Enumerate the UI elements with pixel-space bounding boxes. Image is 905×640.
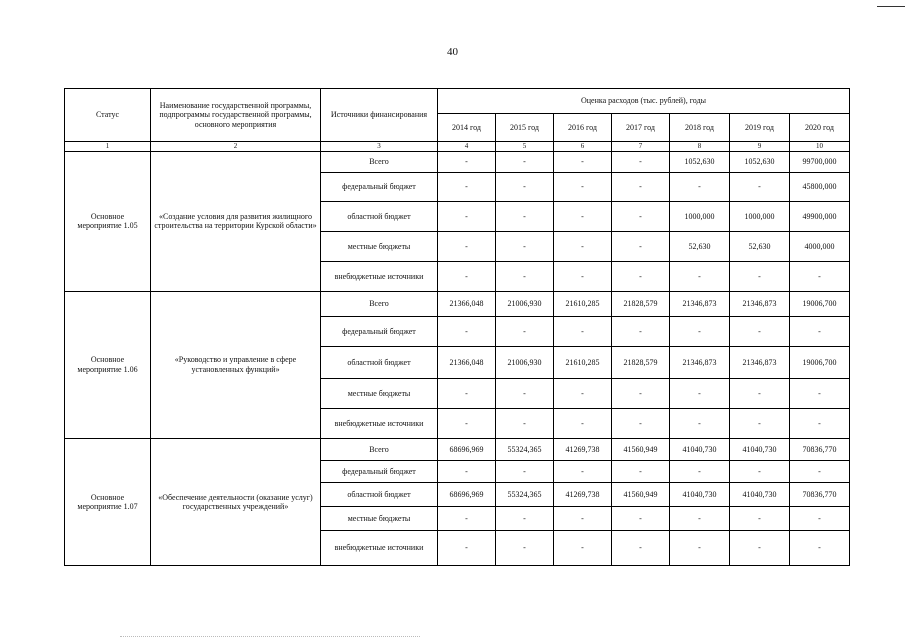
value-cell: 70836,770 bbox=[790, 482, 850, 507]
value-cell: - bbox=[554, 507, 612, 531]
funding-source: Всего bbox=[321, 152, 438, 173]
value-cell: 4000,000 bbox=[790, 232, 850, 262]
value-cell: 41040,730 bbox=[670, 482, 730, 507]
column-number: 2 bbox=[151, 142, 321, 152]
value-cell: - bbox=[438, 152, 496, 173]
table-row bbox=[65, 291, 850, 317]
value-cell: - bbox=[790, 461, 850, 483]
table-body bbox=[65, 152, 850, 566]
value-cell: - bbox=[554, 378, 612, 408]
value-cell: - bbox=[438, 172, 496, 202]
value-cell: - bbox=[496, 507, 554, 531]
value-cell: - bbox=[730, 172, 790, 202]
scan-artifact bbox=[120, 636, 420, 638]
value-cell: - bbox=[612, 172, 670, 202]
value-cell: - bbox=[730, 408, 790, 438]
value-cell: - bbox=[612, 317, 670, 347]
table-header bbox=[65, 89, 850, 152]
value-cell: - bbox=[730, 507, 790, 531]
value-cell: - bbox=[496, 202, 554, 232]
group-name: «Создание условия для развития жилищного строительства на территории Курской области» bbox=[151, 152, 321, 292]
funding-source: федеральный бюджет bbox=[321, 461, 438, 483]
column-number: 6 bbox=[554, 142, 612, 152]
value-cell: 21346,873 bbox=[670, 291, 730, 317]
value-cell: - bbox=[554, 261, 612, 291]
column-number: 9 bbox=[730, 142, 790, 152]
header-year: 2017 год bbox=[612, 114, 670, 142]
value-cell: - bbox=[730, 317, 790, 347]
value-cell: - bbox=[438, 261, 496, 291]
header-year: 2020 год bbox=[790, 114, 850, 142]
value-cell: - bbox=[496, 378, 554, 408]
value-cell: - bbox=[554, 530, 612, 565]
column-number: 5 bbox=[496, 142, 554, 152]
value-cell: 21346,873 bbox=[730, 291, 790, 317]
value-cell: - bbox=[612, 261, 670, 291]
table-row bbox=[65, 152, 850, 173]
value-cell: - bbox=[496, 530, 554, 565]
funding-source: областной бюджет bbox=[321, 347, 438, 379]
value-cell: 21828,579 bbox=[612, 347, 670, 379]
funding-source: федеральный бюджет bbox=[321, 317, 438, 347]
value-cell: - bbox=[438, 202, 496, 232]
value-cell: 55324,365 bbox=[496, 482, 554, 507]
value-cell: - bbox=[496, 408, 554, 438]
funding-source: внебюджетные источники bbox=[321, 530, 438, 565]
corner-mark bbox=[877, 6, 905, 7]
column-number-row bbox=[65, 142, 850, 152]
value-cell: - bbox=[670, 317, 730, 347]
value-cell: 52,630 bbox=[730, 232, 790, 262]
value-cell: 19006,700 bbox=[790, 347, 850, 379]
value-cell: - bbox=[730, 530, 790, 565]
value-cell: - bbox=[612, 232, 670, 262]
value-cell: 21366,048 bbox=[438, 291, 496, 317]
funding-source: Всего bbox=[321, 291, 438, 317]
value-cell: 52,630 bbox=[670, 232, 730, 262]
value-cell: - bbox=[438, 461, 496, 483]
value-cell: - bbox=[670, 408, 730, 438]
funding-source: местные бюджеты bbox=[321, 378, 438, 408]
value-cell: - bbox=[612, 202, 670, 232]
funding-source: местные бюджеты bbox=[321, 507, 438, 531]
value-cell: 45800,000 bbox=[790, 172, 850, 202]
value-cell: - bbox=[612, 507, 670, 531]
value-cell: 21610,285 bbox=[554, 347, 612, 379]
value-cell: - bbox=[790, 378, 850, 408]
value-cell: 1052,630 bbox=[730, 152, 790, 173]
header-estimate: Оценка расходов (тыс. рублей), годы bbox=[438, 89, 850, 114]
column-number: 8 bbox=[670, 142, 730, 152]
value-cell: 21346,873 bbox=[730, 347, 790, 379]
value-cell: - bbox=[612, 408, 670, 438]
header-year: 2016 год bbox=[554, 114, 612, 142]
value-cell: - bbox=[670, 507, 730, 531]
funding-source: внебюджетные источники bbox=[321, 408, 438, 438]
value-cell: - bbox=[790, 408, 850, 438]
column-number: 4 bbox=[438, 142, 496, 152]
value-cell: 21346,873 bbox=[670, 347, 730, 379]
value-cell: 1000,000 bbox=[730, 202, 790, 232]
value-cell: - bbox=[554, 317, 612, 347]
value-cell: - bbox=[496, 172, 554, 202]
value-cell: 41269,738 bbox=[554, 438, 612, 461]
value-cell: - bbox=[554, 408, 612, 438]
value-cell: - bbox=[554, 461, 612, 483]
funding-source: областной бюджет bbox=[321, 202, 438, 232]
value-cell: 70836,770 bbox=[790, 438, 850, 461]
funding-source: местные бюджеты bbox=[321, 232, 438, 262]
funding-source: внебюджетные источники bbox=[321, 261, 438, 291]
value-cell: 41040,730 bbox=[730, 438, 790, 461]
table-row bbox=[65, 438, 850, 461]
value-cell: 19006,700 bbox=[790, 291, 850, 317]
value-cell: - bbox=[496, 461, 554, 483]
budget-table bbox=[64, 88, 850, 566]
value-cell: - bbox=[670, 172, 730, 202]
value-cell: 41560,949 bbox=[612, 482, 670, 507]
group-name: «Руководство и управление в сфере установленных функций» bbox=[151, 291, 321, 438]
value-cell: - bbox=[612, 152, 670, 173]
value-cell: - bbox=[438, 317, 496, 347]
value-cell: - bbox=[730, 378, 790, 408]
value-cell: 1052,630 bbox=[670, 152, 730, 173]
value-cell: 21006,930 bbox=[496, 291, 554, 317]
header-year: 2018 год bbox=[670, 114, 730, 142]
value-cell: 41040,730 bbox=[730, 482, 790, 507]
funding-source: федеральный бюджет bbox=[321, 172, 438, 202]
value-cell: - bbox=[554, 152, 612, 173]
page-number: 40 bbox=[447, 46, 458, 58]
value-cell: - bbox=[790, 261, 850, 291]
value-cell: - bbox=[790, 530, 850, 565]
column-number: 3 bbox=[321, 142, 438, 152]
value-cell: 55324,365 bbox=[496, 438, 554, 461]
header-year: 2014 год bbox=[438, 114, 496, 142]
group-status: Основное мероприятие 1.07 bbox=[65, 438, 151, 565]
value-cell: - bbox=[554, 202, 612, 232]
group-status: Основное мероприятие 1.05 bbox=[65, 152, 151, 292]
value-cell: 49900,000 bbox=[790, 202, 850, 232]
value-cell: - bbox=[496, 152, 554, 173]
value-cell: 21006,930 bbox=[496, 347, 554, 379]
value-cell: - bbox=[670, 461, 730, 483]
value-cell: 21366,048 bbox=[438, 347, 496, 379]
header-sources: Источники финансирования bbox=[321, 89, 438, 142]
group-name: «Обеспечение деятельности (оказание услуг) государственных учреждений» bbox=[151, 438, 321, 565]
column-number: 1 bbox=[65, 142, 151, 152]
value-cell: - bbox=[496, 261, 554, 291]
value-cell: - bbox=[438, 232, 496, 262]
value-cell: - bbox=[496, 232, 554, 262]
header-status: Статус bbox=[65, 89, 151, 142]
value-cell: - bbox=[670, 261, 730, 291]
value-cell: 68696,969 bbox=[438, 482, 496, 507]
value-cell: 21828,579 bbox=[612, 291, 670, 317]
value-cell: - bbox=[554, 232, 612, 262]
value-cell: 99700,000 bbox=[790, 152, 850, 173]
column-number: 10 bbox=[790, 142, 850, 152]
value-cell: - bbox=[496, 317, 554, 347]
value-cell: 68696,969 bbox=[438, 438, 496, 461]
value-cell: 41560,949 bbox=[612, 438, 670, 461]
value-cell: 41040,730 bbox=[670, 438, 730, 461]
header-year: 2019 год bbox=[730, 114, 790, 142]
value-cell: 21610,285 bbox=[554, 291, 612, 317]
value-cell: 41269,738 bbox=[554, 482, 612, 507]
value-cell: - bbox=[438, 378, 496, 408]
value-cell: - bbox=[612, 461, 670, 483]
header-year: 2015 год bbox=[496, 114, 554, 142]
value-cell: - bbox=[790, 317, 850, 347]
value-cell: - bbox=[670, 530, 730, 565]
value-cell: - bbox=[438, 408, 496, 438]
header-name: Наименование государственной программы, подпрограммы государственной программы, основного мероприятия bbox=[151, 89, 321, 142]
value-cell: - bbox=[730, 261, 790, 291]
value-cell: 1000,000 bbox=[670, 202, 730, 232]
funding-source: областной бюджет bbox=[321, 482, 438, 507]
value-cell: - bbox=[438, 530, 496, 565]
group-status: Основное мероприятие 1.06 bbox=[65, 291, 151, 438]
column-number: 7 bbox=[612, 142, 670, 152]
value-cell: - bbox=[790, 507, 850, 531]
value-cell: - bbox=[554, 172, 612, 202]
value-cell: - bbox=[670, 378, 730, 408]
funding-source: Всего bbox=[321, 438, 438, 461]
value-cell: - bbox=[612, 378, 670, 408]
value-cell: - bbox=[612, 530, 670, 565]
value-cell: - bbox=[438, 507, 496, 531]
value-cell: - bbox=[730, 461, 790, 483]
